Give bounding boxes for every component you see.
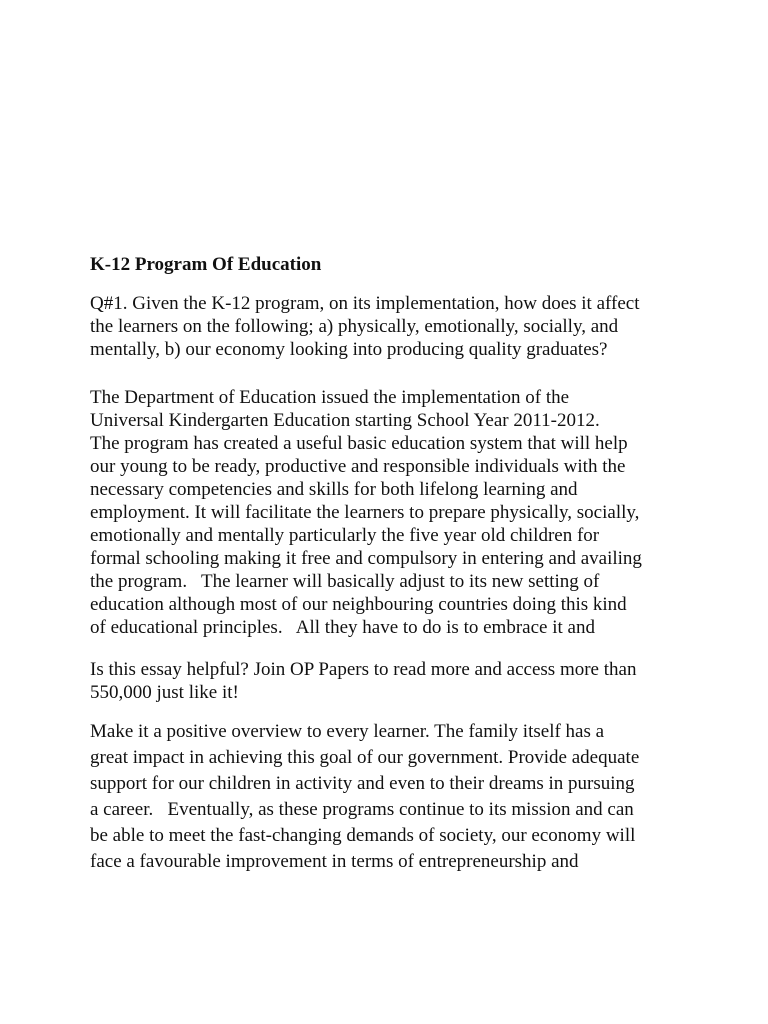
body-line: The program has created a useful basic education system that will help: [90, 433, 628, 454]
promo-notice: [90, 658, 636, 704]
body-line: formal schooling making it free and compulsory in entering and availing: [90, 548, 642, 569]
body-line: employment. It will facilitate the learners to prepare physically, socially,: [90, 502, 640, 523]
body-line: of educational principles. All they have to do is to embrace it and: [90, 617, 595, 638]
body-line: emotionally and mentally particularly the five year old children for: [90, 525, 600, 546]
body-line: Universal Kindergarten Education starting School Year 2011-2012.: [90, 410, 600, 431]
question-line: Q#1. Given the K-12 program, on its implementation, how does it affect: [90, 293, 640, 314]
question-paragraph: [90, 292, 639, 361]
body-line: the program. The learner will basically adjust to its new setting of: [90, 571, 600, 592]
body-line: a career. Eventually, as these programs continue to its mission and can: [90, 799, 634, 820]
body-line: education although most of our neighbouring countries doing this kind: [90, 594, 627, 615]
question-line: mentally, b) our economy looking into producing quality graduates?: [90, 339, 608, 360]
body-line: our young to be ready, productive and responsible individuals with the: [90, 456, 626, 477]
body-line: support for our children in activity and even to their dreams in pursuing: [90, 773, 635, 794]
question-line: the learners on the following; a) physically, emotionally, socially, and: [90, 316, 619, 337]
body-line: face a favourable improvement in terms of entrepreneurship and: [90, 851, 579, 872]
document-title: K-12 Program Of Education: [90, 254, 322, 275]
body-paragraph-1: [90, 386, 642, 639]
body-line: Make it a positive overview to every learner. The family itself has a: [90, 721, 605, 742]
promo-line: Is this essay helpful? Join OP Papers to read more and access more than: [90, 659, 637, 680]
body-line: necessary competencies and skills for both lifelong learning and: [90, 479, 578, 500]
promo-line: 550,000 just like it!: [90, 682, 239, 703]
body-paragraph-2: [90, 719, 639, 875]
body-line: great impact in achieving this goal of our government. Provide adequate: [90, 747, 640, 768]
body-line: The Department of Education issued the implementation of the: [90, 387, 570, 408]
body-line: be able to meet the fast-changing demands of society, our economy will: [90, 825, 636, 846]
